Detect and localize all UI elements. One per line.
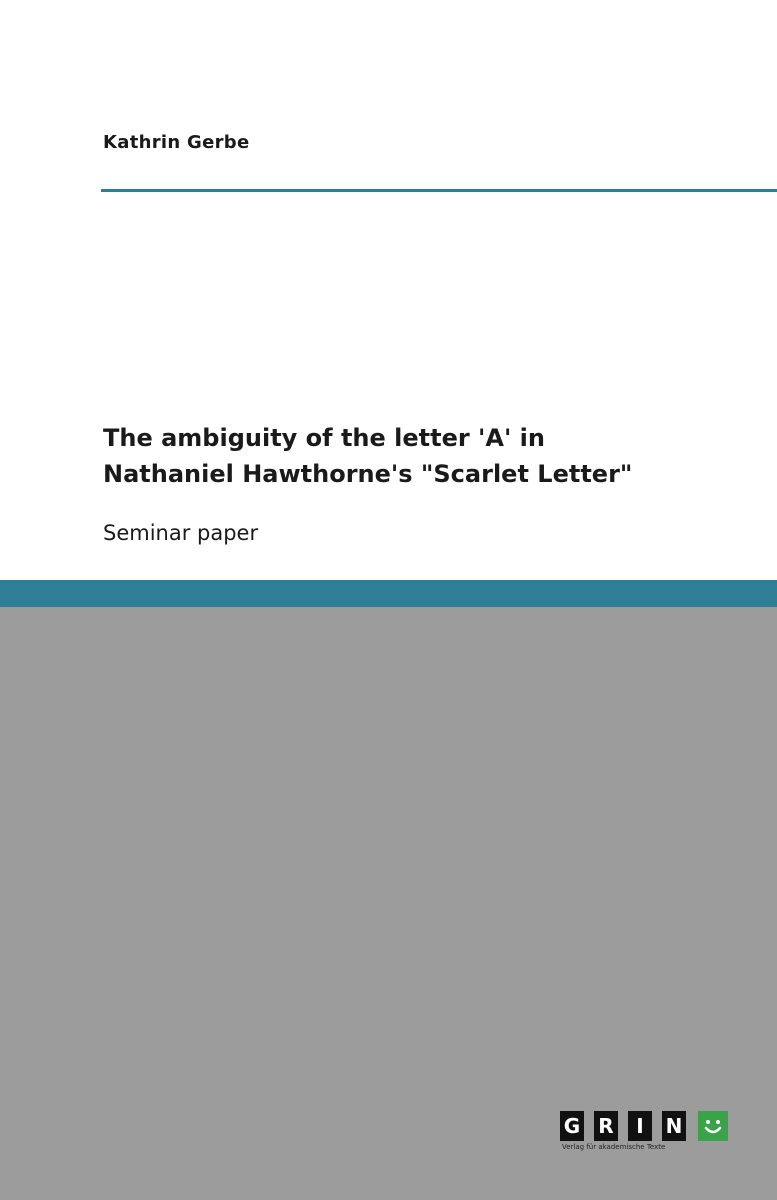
book-title	[103, 420, 763, 492]
author-name: Kathrin Gerbe	[103, 132, 250, 153]
smile-icon	[698, 1111, 728, 1141]
title-line-1: The ambiguity of the letter 'A' in	[103, 424, 545, 452]
publisher-tagline: Verlag für akademische Texte	[562, 1143, 666, 1151]
logo-letter-n: N	[662, 1111, 686, 1141]
publisher-logo	[558, 1111, 730, 1155]
logo-letter-g: G	[560, 1111, 584, 1141]
title-line-2: Nathaniel Hawthorne's "Scarlet Letter"	[103, 460, 633, 488]
logo-letter-r: R	[594, 1111, 618, 1141]
cover-top-panel	[0, 0, 777, 580]
smile-icon-graphic	[698, 1111, 728, 1141]
accent-band	[0, 580, 777, 607]
book-subtitle: Seminar paper	[103, 521, 259, 545]
logo-letter-i: I	[628, 1111, 652, 1141]
author-divider	[101, 189, 777, 192]
